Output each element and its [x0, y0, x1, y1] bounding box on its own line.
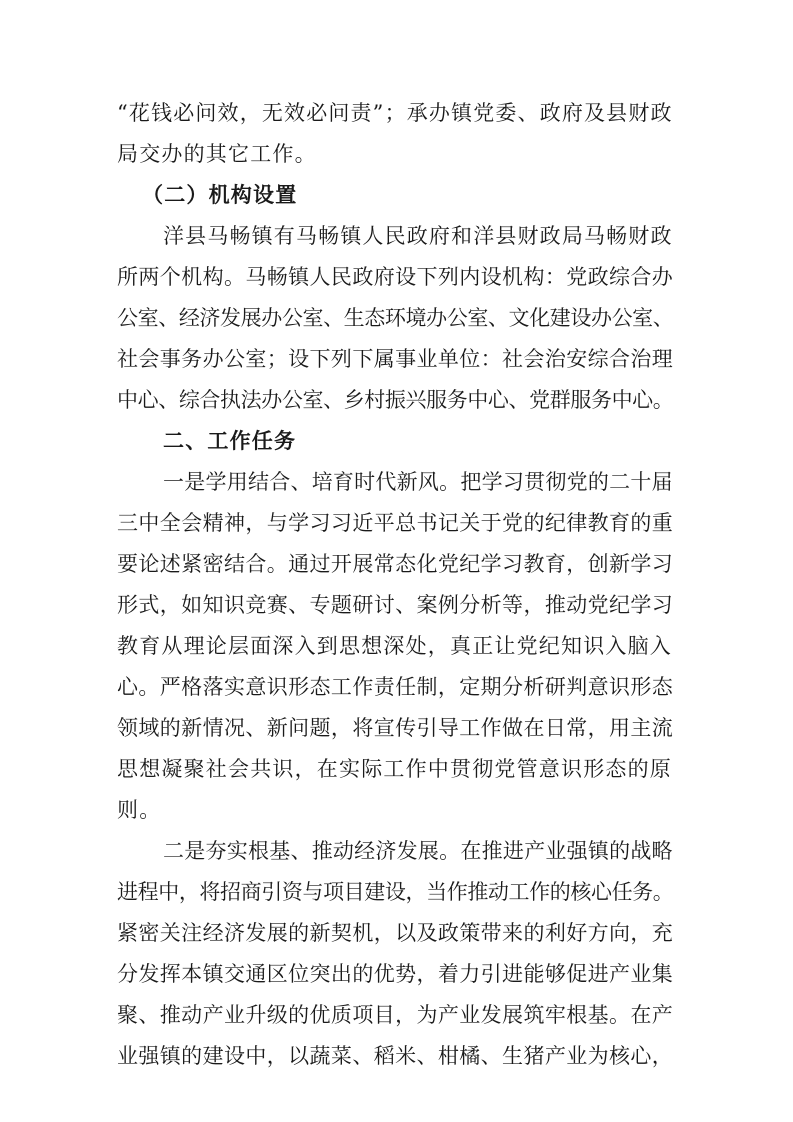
- paragraph-line: 进程中，将招商引资与项目建设，当作推动工作的核心任务。: [117, 880, 674, 904]
- paragraph-line: 社会事务办公室；设下列下属事业单位：社会治安综合治理: [117, 347, 674, 371]
- paragraph-line: 业强镇的建设中，以蔬菜、稻米、柑橘、生猪产业为核心，: [117, 1044, 674, 1068]
- paragraph-line: 心。严格落实意识形态工作责任制，定期分析研判意识形态: [117, 675, 674, 699]
- paragraph-line: 形式，如知识竞赛、专题研讨、案例分析等，推动党纪学习: [117, 593, 674, 617]
- paragraph-line: 一是学用结合、培育时代新风。把学习贯彻党的二十届: [163, 470, 673, 494]
- paragraph-line: “花钱必问效，无效必问责”；承办镇党委、政府及县财政: [117, 101, 673, 125]
- paragraph-line: 思想凝聚社会共识，在实际工作中贯彻党管意识形态的原: [117, 757, 672, 781]
- paragraph-line: 所两个机构。马畅镇人民政府设下列内设机构：党政综合办: [117, 265, 674, 289]
- paragraph-line: 聚、推动产业升级的优质项目，为产业发展筑牢根基。在产: [117, 1003, 674, 1027]
- paragraph-line: 公室、经济发展办公室、生态环境办公室、文化建设办公室、: [117, 306, 674, 330]
- paragraph-line: 紧密关注经济发展的新契机，以及政策带来的利好方向，充: [117, 921, 674, 945]
- paragraph-line: 洋县马畅镇有马畅镇人民政府和洋县财政局马畅财政: [163, 224, 673, 248]
- section-heading: 二、工作任务: [163, 429, 297, 453]
- paragraph-line: 中心、综合执法办公室、乡村振兴服务中心、党群服务中心。: [117, 388, 674, 412]
- paragraph-line: 三中全会精神，与学习习近平总书记关于党的纪律教育的重: [117, 511, 674, 535]
- paragraph-line: 则。: [117, 798, 162, 822]
- paragraph-line: 二是夯实根基、推动经济发展。在推进产业强镇的战略: [163, 839, 673, 863]
- paragraph-line: 局交办的其它工作。: [117, 142, 317, 166]
- paragraph-line: 要论述紧密结合。通过开展常态化党纪学习教育，创新学习: [117, 552, 674, 576]
- paragraph-line: 教育从理论层面深入到思想深处，真正让党纪知识入脑入: [117, 634, 672, 658]
- paragraph-line: 分发挥本镇交通区位突出的优势，着力引进能够促进产业集: [117, 962, 674, 986]
- section-heading: （二）机构设置: [142, 183, 298, 207]
- paragraph-line: 领域的新情况、新问题，将宣传引导工作做在日常，用主流: [117, 716, 674, 740]
